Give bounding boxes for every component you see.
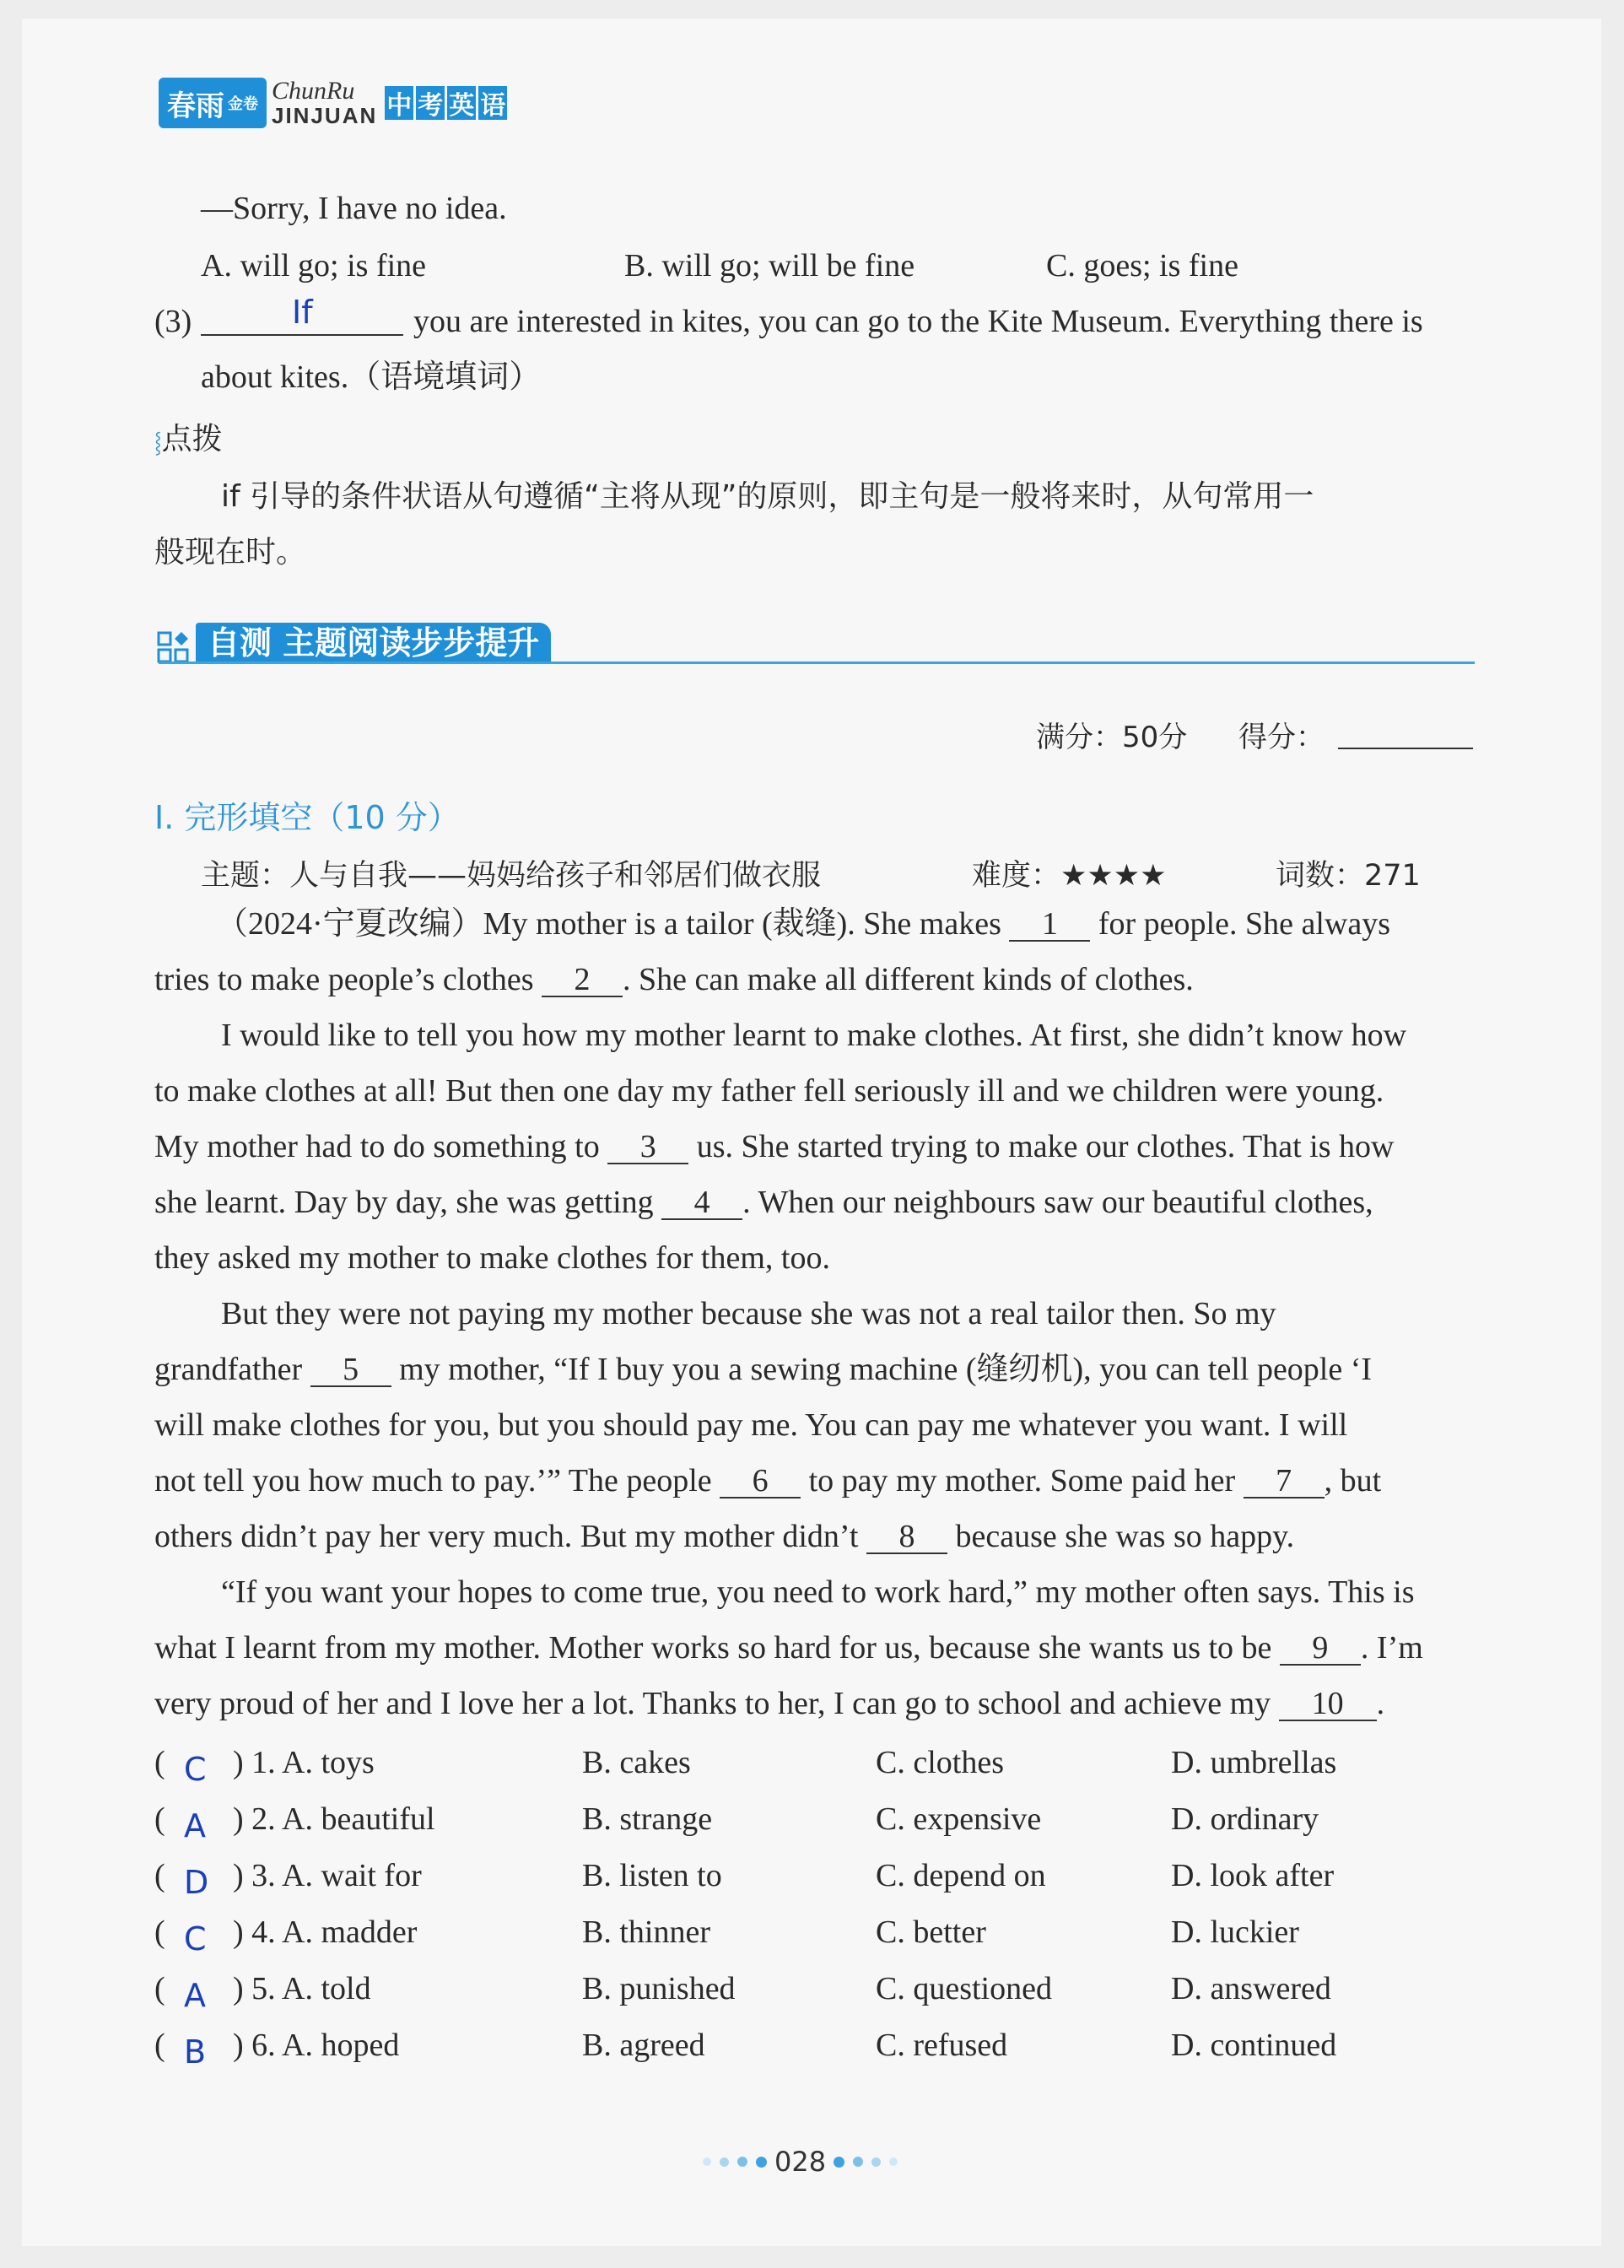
- passage-line: [154, 964, 1194, 997]
- title-char: 语: [478, 86, 507, 120]
- passage-text: grandfather: [154, 1352, 303, 1387]
- passage-text: others didn’t pay her very much. But my mother didn’t: [154, 1519, 859, 1554]
- blank-3: [607, 1131, 688, 1164]
- option-c: C. refused: [876, 2028, 1008, 2063]
- question-open-paren: (: [154, 2028, 165, 2063]
- blank-number: 2: [574, 962, 591, 997]
- blank-8: [866, 1520, 947, 1554]
- blank-6: [720, 1465, 801, 1498]
- prev-option-b: B. will go; will be fine: [624, 248, 915, 284]
- option-d: D. ordinary: [1171, 1801, 1319, 1837]
- score-label: 得分：: [1238, 721, 1325, 754]
- tip-marker-icon: ⸾: [154, 430, 162, 454]
- handwritten-answer: A: [184, 1807, 206, 1844]
- handwritten-answer: C: [184, 1751, 207, 1788]
- blank-1: [1009, 908, 1090, 942]
- handwritten-answer: If: [292, 294, 313, 331]
- option-a: ) 3. A. wait for: [233, 1858, 422, 1893]
- option-d: D. umbrellas: [1171, 1745, 1337, 1780]
- difficulty: 难度：★★★★: [972, 859, 1167, 893]
- tip-line-2: 般现在时。: [154, 535, 307, 570]
- passage-text: tries to make people’s clothes: [154, 962, 534, 997]
- footer-dot: [834, 2157, 844, 2168]
- option-a: ) 2. A. beautiful: [233, 1801, 435, 1837]
- book-title: [382, 86, 507, 120]
- blank-number: 1: [1041, 906, 1058, 942]
- title-char: 英: [447, 86, 476, 120]
- passage-text: because she was so happy.: [955, 1519, 1295, 1554]
- prev-option-a: A. will go; is fine: [201, 248, 427, 284]
- tip-line-1: if 引导的条件状语从句遵循“主将从现”的原则，即主句是一般将来时，从句常用一: [221, 479, 1314, 514]
- option-a: ) 6. A. hoped: [233, 2028, 400, 2063]
- footer-dot: [889, 2157, 898, 2166]
- blank-number: 8: [898, 1519, 915, 1554]
- brand-bottom: JINJUAN: [272, 103, 378, 128]
- blank-number: 10: [1311, 1686, 1344, 1721]
- blank-number: 4: [693, 1185, 710, 1220]
- passage-line: [154, 1632, 1423, 1666]
- question-3-number: (3): [154, 304, 192, 339]
- passage-line: [154, 1688, 1384, 1721]
- blank-number: 3: [639, 1129, 656, 1164]
- tip-heading: [154, 415, 223, 458]
- blank-2: [542, 964, 623, 997]
- blank-10: [1279, 1688, 1377, 1721]
- option-b: B. punished: [582, 1971, 736, 2006]
- theme-line: 主题：人与自我——妈妈给孩子和邻居们做衣服: [201, 859, 822, 893]
- option-c: C. depend on: [876, 1858, 1046, 1893]
- footer-dot: [756, 2157, 767, 2168]
- question-3-text-cont: about kites.（语境填词）: [201, 359, 542, 395]
- passage-line: I would like to tell you how my mother learnt to make clothes. At first, she didn’t know how: [221, 1018, 1407, 1053]
- question-open-paren: (: [154, 1914, 165, 1950]
- passage-line: will make clothes for you, but you should pay me. You can pay me whatever you want. I will: [154, 1407, 1348, 1443]
- passage-text: my mother, “If I buy you a sewing machine (缝纫机), you can tell people ‘I: [399, 1352, 1373, 1387]
- page-footer: [699, 2146, 902, 2178]
- option-c: C. clothes: [876, 1745, 1004, 1780]
- brand-top: ChunRu: [272, 77, 355, 105]
- footer-dot: [703, 2157, 711, 2166]
- question-open-paren: (: [154, 1801, 165, 1837]
- passage-text: My mother had to do something to: [154, 1129, 600, 1164]
- option-b: B. agreed: [582, 2028, 705, 2063]
- passage-line: [216, 908, 1390, 942]
- handwritten-answer: A: [184, 1977, 206, 2014]
- blank-number: 7: [1276, 1463, 1292, 1498]
- passage-text: .: [1376, 1686, 1385, 1721]
- passage-line: [154, 1131, 1394, 1164]
- option-c: C. better: [876, 1914, 986, 1950]
- footer-dot: [720, 2157, 729, 2167]
- option-d: D. continued: [1171, 2028, 1337, 2063]
- question-3-text: you are interested in kites, you can go to the Kite Museum. Everything there is: [413, 304, 1423, 339]
- passage-text: . She can make all different kinds of clothes.: [623, 962, 1194, 997]
- part-title: I. 完形填空（10 分）: [154, 799, 460, 836]
- blank-4: [661, 1186, 742, 1220]
- passage-text: for people. She always: [1098, 906, 1390, 942]
- section-grid-icon: [157, 631, 189, 663]
- answer-blank: [201, 334, 403, 336]
- handwritten-answer: B: [184, 2033, 207, 2071]
- blank-number: 9: [1312, 1630, 1329, 1666]
- passage-text: not tell you how much to pay.’” The people: [154, 1463, 712, 1498]
- footer-dot: [853, 2157, 863, 2167]
- dialogue-reply: —Sorry, I have no idea.: [201, 191, 507, 226]
- tip-label: 点拨: [161, 422, 223, 456]
- option-b: B. cakes: [582, 1745, 691, 1780]
- brand-latin: [272, 78, 377, 127]
- brand-seal-text: 春雨: [167, 89, 224, 123]
- passage-line: [154, 1353, 1372, 1387]
- option-c: C. questioned: [876, 1971, 1052, 2006]
- word-count: 词数：271: [1276, 859, 1421, 893]
- passage-text: . I’m: [1360, 1630, 1423, 1666]
- title-char: 考: [416, 86, 445, 120]
- option-a: ) 1. A. toys: [233, 1745, 375, 1780]
- handwritten-answer: C: [184, 1920, 207, 1958]
- header-logo: [159, 78, 507, 128]
- question-open-paren: (: [154, 1858, 165, 1893]
- passage-text: us. She started trying to make our clothes. That is how: [696, 1129, 1395, 1164]
- blank-5: [310, 1353, 391, 1387]
- passage-line: [154, 1465, 1381, 1498]
- option-b: B. thinner: [582, 1914, 710, 1950]
- full-score: 满分：50分: [1036, 721, 1188, 754]
- passage-line: But they were not paying my mother because she was not a real tailor then. So my: [221, 1296, 1276, 1331]
- passage-text: . When our neighbours saw our beautiful clothes,: [742, 1185, 1373, 1220]
- blank-9: [1280, 1632, 1361, 1666]
- brand-seal: [159, 78, 267, 128]
- passage-line: [154, 1520, 1294, 1554]
- footer-dot: [871, 2157, 881, 2167]
- handwritten-answer: D: [184, 1864, 209, 1901]
- blank-number: 6: [752, 1463, 769, 1498]
- question-open-paren: (: [154, 1745, 165, 1780]
- passage-text: very proud of her and I love her a lot. Thanks to her, I can go to school and achieve my: [154, 1686, 1271, 1721]
- brand-seal-sub: 金卷: [228, 95, 258, 113]
- option-d: D. answered: [1171, 1971, 1331, 2006]
- title-char: 中: [385, 86, 413, 120]
- option-c: C. expensive: [876, 1801, 1042, 1837]
- blank-7: [1244, 1465, 1325, 1498]
- passage-text: what I learnt from my mother. Mother works so hard for us, because she wants us to be: [154, 1630, 1272, 1666]
- option-b: B. listen to: [582, 1858, 722, 1893]
- passage-line: they asked my mother to make clothes for them, too.: [154, 1240, 830, 1276]
- passage-line: “If you want your hopes to come true, you need to work hard,” my mother often says. This is: [221, 1574, 1415, 1610]
- score-blank: [1338, 748, 1473, 749]
- passage-text: she learnt. Day by day, she was getting: [154, 1185, 654, 1220]
- section-banner: 自测 主题阅读步步提升: [196, 623, 551, 663]
- passage-text: , but: [1324, 1463, 1382, 1498]
- option-d: D. luckier: [1171, 1914, 1299, 1950]
- passage-text: （2024·宁夏改编）My mother is a tailor (裁缝). She makes: [216, 906, 1001, 942]
- question-open-paren: (: [154, 1971, 165, 2006]
- passage-text: to pay my mother. Some paid her: [808, 1463, 1236, 1498]
- section-divider: [159, 662, 1475, 664]
- option-d: D. look after: [1171, 1858, 1335, 1893]
- passage-line: to make clothes at all! But then one day my father fell seriously ill and we children were young.: [154, 1073, 1384, 1109]
- blank-number: 5: [343, 1352, 359, 1387]
- prev-option-c: C. goes; is fine: [1046, 248, 1238, 284]
- passage-line: [154, 1186, 1373, 1220]
- option-a: ) 5. A. told: [233, 1971, 371, 2006]
- page-number: 028: [774, 2146, 827, 2178]
- option-a: ) 4. A. madder: [233, 1914, 418, 1950]
- footer-dot: [737, 2157, 747, 2167]
- option-b: B. strange: [582, 1801, 713, 1837]
